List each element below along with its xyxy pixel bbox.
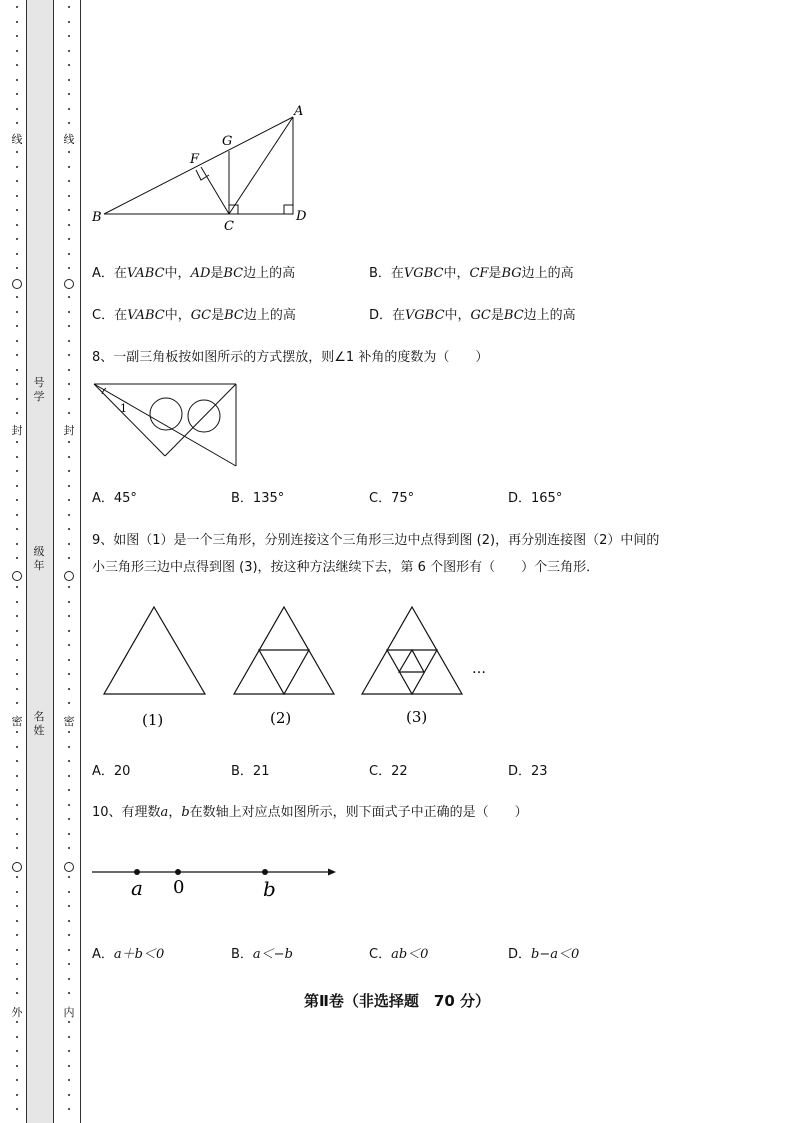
circle-mark <box>64 279 74 289</box>
dot-mark <box>16 354 18 356</box>
dot-mark <box>68 702 70 704</box>
dot-mark <box>16 601 18 603</box>
number-line-figure <box>90 855 350 905</box>
dot-mark <box>68 688 70 690</box>
outer-dotted-line <box>10 0 24 1123</box>
dot-mark <box>68 601 70 603</box>
dot-mark <box>68 1094 70 1096</box>
dot-mark <box>16 122 18 124</box>
outer-label-xian: 线 <box>11 133 23 146</box>
dot-mark <box>16 1094 18 1096</box>
dot-mark <box>16 485 18 487</box>
outer-label-wai: 外 <box>11 1006 23 1019</box>
dot-mark <box>16 775 18 777</box>
q7-option-b[interactable]: B．在VGBC中，CF是BG边上的高 <box>369 266 574 281</box>
dot-mark <box>68 35 70 37</box>
q10-option-a[interactable]: A．a＋b＜0 <box>92 947 165 962</box>
dot-mark <box>68 659 70 661</box>
fig-label-2: (2) <box>270 709 292 727</box>
axis-label-b: b <box>263 877 276 901</box>
dot-mark <box>68 1079 70 1081</box>
q8-option-a[interactable]: A．45° <box>92 491 137 506</box>
dot-mark <box>68 644 70 646</box>
dot-mark <box>68 789 70 791</box>
dot-mark <box>16 180 18 182</box>
dot-mark <box>16 311 18 313</box>
label-C: C <box>224 219 234 234</box>
dot-mark <box>16 35 18 37</box>
dot-mark <box>16 543 18 545</box>
q9-option-a[interactable]: A．20 <box>92 764 131 779</box>
dot-mark <box>68 412 70 414</box>
q9-text-line2: 小三角形三边中点得到图 (3)，按这种方法继续下去，第 6 个图形有（ ）个三角形． <box>92 560 600 575</box>
dot-mark <box>16 905 18 907</box>
outer-label-feng: 封 <box>11 424 23 437</box>
dot-mark <box>68 586 70 588</box>
dot-mark <box>16 818 18 820</box>
q8-option-c[interactable]: C．75° <box>369 491 415 506</box>
dot-mark <box>16 470 18 472</box>
inner-label-xian: 线 <box>63 133 75 146</box>
dot-mark <box>68 746 70 748</box>
dot-mark <box>68 978 70 980</box>
dot-mark <box>16 21 18 23</box>
dot-mark <box>68 1108 70 1110</box>
dot-mark <box>16 833 18 835</box>
dot-mark <box>16 369 18 371</box>
dot-mark <box>16 615 18 617</box>
dot-mark <box>16 702 18 704</box>
dot-mark <box>16 108 18 110</box>
dot-mark <box>16 557 18 559</box>
dot-mark <box>68 847 70 849</box>
section-title: 第Ⅱ卷（非选择题 70 分） <box>304 992 490 1010</box>
q10-option-c[interactable]: C．ab＜0 <box>369 947 429 962</box>
inner-label-nei: 内 <box>63 1006 75 1019</box>
q7-option-c[interactable]: C．在VABC中，GC是BC边上的高 <box>92 308 296 323</box>
q8-option-b[interactable]: B．135° <box>231 491 285 506</box>
q8-set-squares-figure <box>90 380 240 470</box>
dot-mark <box>68 949 70 951</box>
dot-mark <box>16 325 18 327</box>
q8-text: 8、一副三角板按如图所示的方式摆放，则∠1 补角的度数为（ ） <box>92 350 489 365</box>
dot-mark <box>16 789 18 791</box>
dot-mark <box>16 688 18 690</box>
dot-mark <box>16 224 18 226</box>
dot-mark <box>68 905 70 907</box>
inner-label-feng: 封 <box>63 424 75 437</box>
dot-mark <box>16 659 18 661</box>
dot-mark <box>16 804 18 806</box>
dot-mark <box>16 644 18 646</box>
q7-option-d[interactable]: D．在VGBC中，GC是BC边上的高 <box>369 308 576 323</box>
dot-mark <box>68 891 70 893</box>
label-F: F <box>190 152 200 167</box>
dot-mark <box>68 1021 70 1023</box>
dot-mark <box>16 746 18 748</box>
dot-mark <box>16 731 18 733</box>
dot-mark <box>68 267 70 269</box>
q9-option-c[interactable]: C．22 <box>369 764 408 779</box>
dot-mark <box>68 1050 70 1052</box>
dot-mark <box>68 1065 70 1067</box>
inner-label-mi: 密 <box>63 715 75 728</box>
q9-text-line1: 9、如图（1）是一个三角形，分别连接这个三角形三边中点得到图 (2)，再分别连接图（2）中间的 <box>92 533 660 548</box>
dot-mark <box>68 383 70 385</box>
dot-mark <box>16 586 18 588</box>
dot-mark <box>16 920 18 922</box>
dot-mark <box>16 296 18 298</box>
dot-mark <box>16 6 18 8</box>
dot-mark <box>16 891 18 893</box>
label-D: D <box>296 209 307 224</box>
q9-option-d[interactable]: D．23 <box>508 764 548 779</box>
dot-mark <box>68 514 70 516</box>
dot-mark <box>68 557 70 559</box>
dot-mark <box>68 934 70 936</box>
dot-mark <box>68 166 70 168</box>
axis-label-0: 0 <box>173 877 185 898</box>
dot-mark <box>68 79 70 81</box>
dot-mark <box>68 456 70 458</box>
dot-mark <box>16 79 18 81</box>
dot-mark <box>68 818 70 820</box>
dot-mark <box>16 340 18 342</box>
dot-mark <box>16 673 18 675</box>
q8-angle-label: 1 <box>120 402 127 415</box>
dot-mark <box>16 630 18 632</box>
dot-mark <box>16 209 18 211</box>
dot-mark <box>16 1036 18 1038</box>
circle-mark <box>64 862 74 872</box>
q10-text: 10、有理数a，b在数轴上对应点如图所示，则下面式子中正确的是（ ） <box>92 805 528 820</box>
dot-mark <box>16 963 18 965</box>
dot-mark <box>16 1108 18 1110</box>
dot-mark <box>68 151 70 153</box>
dot-mark <box>68 963 70 965</box>
dot-mark <box>16 238 18 240</box>
dot-mark <box>16 64 18 66</box>
dot-mark <box>68 920 70 922</box>
q7-triangle-figure <box>90 105 320 235</box>
dot-mark <box>68 93 70 95</box>
dot-mark <box>68 775 70 777</box>
dot-mark <box>68 398 70 400</box>
dot-mark <box>68 108 70 110</box>
dot-mark <box>68 673 70 675</box>
dot-mark <box>16 949 18 951</box>
dot-mark <box>16 93 18 95</box>
q7-option-a[interactable]: A．在VABC中，AD是BC边上的高 <box>92 266 296 281</box>
dot-mark <box>68 238 70 240</box>
inner-dotted-line <box>62 0 76 1123</box>
dot-mark <box>68 21 70 23</box>
student-number-label: 号学 <box>33 376 45 403</box>
dot-mark <box>16 151 18 153</box>
circle-mark <box>12 862 22 872</box>
dot-mark <box>68 296 70 298</box>
dot-mark <box>68 6 70 8</box>
circle-mark <box>12 571 22 581</box>
dot-mark <box>68 50 70 52</box>
dot-mark <box>16 383 18 385</box>
dot-mark <box>16 253 18 255</box>
circle-mark <box>64 571 74 581</box>
dot-mark <box>16 441 18 443</box>
label-A: A <box>294 105 304 119</box>
dot-mark <box>16 528 18 530</box>
circle-mark <box>12 279 22 289</box>
q10-option-b[interactable]: B．a＜−b <box>231 947 293 962</box>
dot-mark <box>16 934 18 936</box>
dot-mark <box>16 412 18 414</box>
ellipsis: … <box>472 661 486 677</box>
q9-option-b[interactable]: B．21 <box>231 764 270 779</box>
dot-mark <box>68 470 70 472</box>
outer-label-mi: 密 <box>11 715 23 728</box>
dot-mark <box>16 1079 18 1081</box>
dot-mark <box>68 209 70 211</box>
dot-mark <box>68 369 70 371</box>
dot-mark <box>16 1065 18 1067</box>
dot-mark <box>68 731 70 733</box>
dot-mark <box>16 195 18 197</box>
q9-triangles-figure <box>98 603 508 733</box>
dot-mark <box>68 760 70 762</box>
dot-mark <box>68 311 70 313</box>
dot-mark <box>68 195 70 197</box>
dot-mark <box>68 485 70 487</box>
label-B: B <box>92 210 102 225</box>
dot-mark <box>68 180 70 182</box>
dot-mark <box>16 847 18 849</box>
dot-mark <box>68 64 70 66</box>
margin-rule <box>80 0 81 1123</box>
dot-mark <box>68 833 70 835</box>
dot-mark <box>16 499 18 501</box>
dot-mark <box>68 876 70 878</box>
dot-mark <box>68 325 70 327</box>
dot-mark <box>68 340 70 342</box>
dot-mark <box>16 1050 18 1052</box>
grade-label: 级年 <box>33 545 45 572</box>
dot-mark <box>16 1021 18 1023</box>
fig-label-1: (1) <box>142 711 164 729</box>
dot-mark <box>16 50 18 52</box>
dot-mark <box>68 615 70 617</box>
dot-mark <box>16 876 18 878</box>
name-label: 名姓 <box>33 710 45 737</box>
dot-mark <box>68 354 70 356</box>
dot-mark <box>68 224 70 226</box>
dot-mark <box>16 456 18 458</box>
dot-mark <box>68 804 70 806</box>
dot-mark <box>68 1036 70 1038</box>
dot-mark <box>68 253 70 255</box>
q10-option-d[interactable]: D．b−a＜0 <box>508 947 580 962</box>
dot-mark <box>16 166 18 168</box>
dot-mark <box>16 267 18 269</box>
dot-mark <box>16 398 18 400</box>
label-G: G <box>222 134 233 149</box>
dot-mark <box>16 760 18 762</box>
axis-label-a: a <box>131 876 143 900</box>
dot-mark <box>16 514 18 516</box>
q8-option-d[interactable]: D．165° <box>508 491 563 506</box>
dot-mark <box>68 543 70 545</box>
dot-mark <box>68 499 70 501</box>
dot-mark <box>68 528 70 530</box>
dot-mark <box>68 441 70 443</box>
dot-mark <box>16 978 18 980</box>
dot-mark <box>68 122 70 124</box>
dot-mark <box>68 630 70 632</box>
fig-label-3: (3) <box>406 708 428 726</box>
